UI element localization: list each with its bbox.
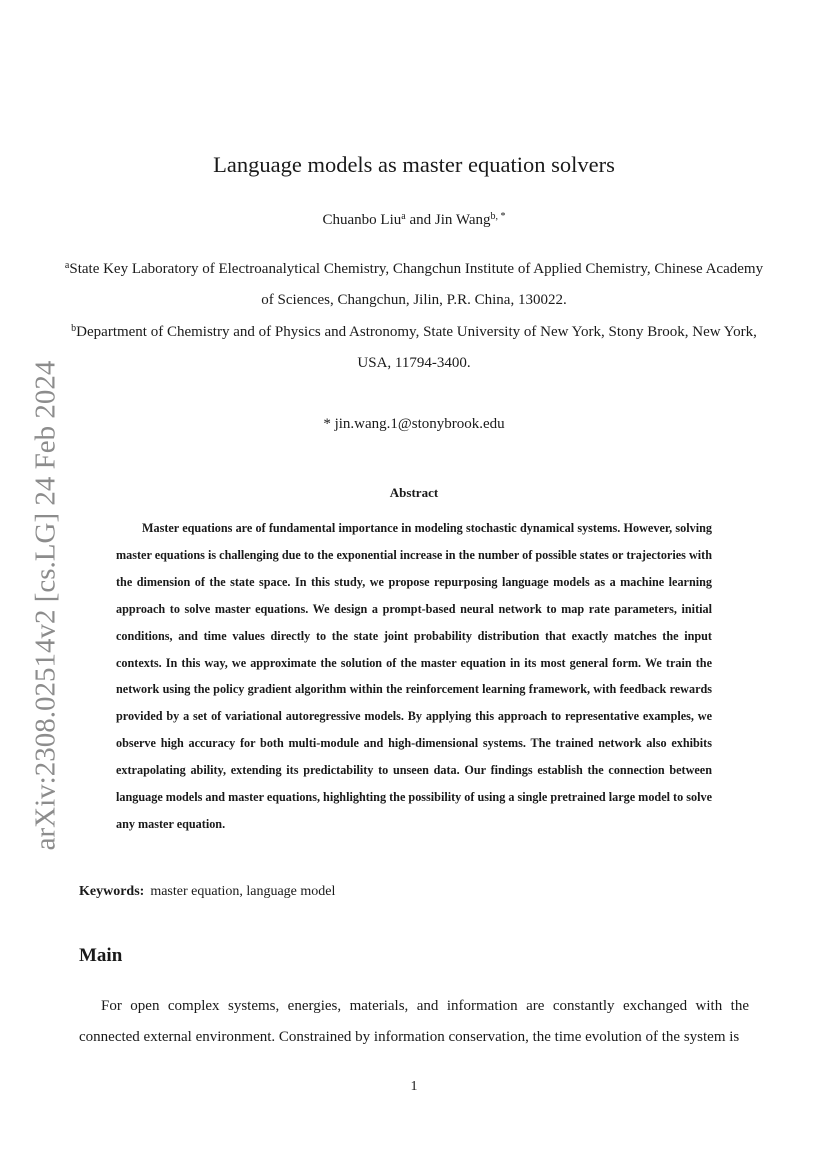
affiliation-mark: a xyxy=(401,211,406,222)
affiliation-b xyxy=(60,317,768,379)
affiliation-mark: b xyxy=(71,323,77,334)
author-separator: and xyxy=(405,212,435,228)
affiliation-text: State Key Laboratory of Electroanalytical Chemistry, Changchun Institute of Applied Chemistry, Chinese Academy of Sciences, Changchun, Jilin, P.R. China, 130022. xyxy=(69,261,764,308)
arxiv-identifier-text: arXiv:2308.02514v2 [cs.LG] 24 Feb 2024 xyxy=(29,360,62,850)
arxiv-identifier-sidebar xyxy=(29,360,63,850)
paper-title: Language models as master equation solvers xyxy=(213,152,615,177)
author-name: Jin Wang xyxy=(434,212,491,228)
body-paragraph: For open complex systems, energies, materials, and information are constantly exchanged with the connected external environment. Constrained by information conservation, the time evolution of the system is xyxy=(79,998,749,1045)
keywords-label: Keywords: xyxy=(79,884,145,899)
page-number: 1 xyxy=(410,1079,418,1094)
author-name: Chuanbo Liu xyxy=(322,212,402,228)
author-list xyxy=(0,212,828,229)
keywords-text: master equation, language model xyxy=(150,884,336,899)
affiliation-mark: a xyxy=(64,260,70,271)
affiliation-a xyxy=(60,254,768,316)
keywords-line xyxy=(79,884,335,900)
corresponding-email: * jin.wang.1@stonybrook.edu xyxy=(323,416,505,432)
abstract-heading: Abstract xyxy=(389,485,439,500)
affiliation-text: Department of Chemistry and of Physics and Astronomy, State University of New York, Stony Brook, New York, USA, 11794-3400. xyxy=(76,324,757,371)
section-heading: Main xyxy=(79,945,123,966)
abstract-text: Master equations are of fundamental importance in modeling stochastic dynamical systems. However, solving master equations is challenging due to the exponential increase in the number of possible states or trajectories with the dimension of the state space. In this study, we propose repurposing language models as a machine learning approach to solve master equations. We design a prompt-based neural network to map rate parameters, initial conditions, and time values directly to the state joint probability distribution that exactly matches the input contexts. In this way, we approximate the solution of the master equation in its most general form. We train the network using the policy gradient algorithm within the reinforcement learning framework, with feedback rewards provided by a set of variational autoregressive models. By applying this approach to representative examples, we observe high accuracy for both multi-module and high-dimensional systems. The trained network also exhibits extrapolating ability, extending its predictability to unseen data. Our findings establish the connection between language models and master equations, highlighting the possibility of using a single pretrained large model to solve any master equation. xyxy=(116,521,712,831)
affiliation-mark: b, * xyxy=(490,211,506,222)
